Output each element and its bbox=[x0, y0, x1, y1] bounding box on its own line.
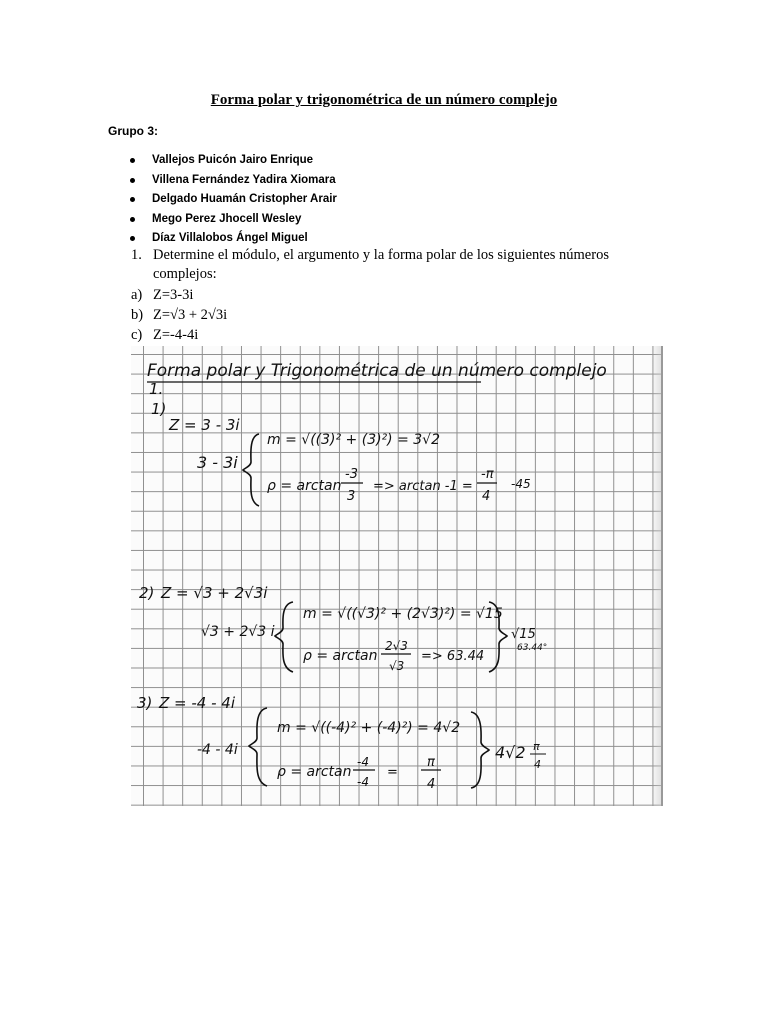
problem-index: 3) bbox=[137, 694, 153, 712]
notebook-photo bbox=[131, 346, 663, 806]
option-expression: Z=-4-4i bbox=[153, 327, 199, 343]
option-label: a) bbox=[131, 287, 143, 303]
bullet-icon bbox=[130, 236, 135, 241]
brace-icon bbox=[243, 434, 259, 506]
option-label: b) bbox=[131, 307, 144, 323]
question-1 bbox=[131, 246, 651, 284]
modulus-expression: m = √((3)² + (3)²) = 3√2 bbox=[267, 432, 440, 448]
problem-lhs: 3 - 3i bbox=[197, 453, 238, 472]
problem-lhs: √3 + 2√3 i bbox=[201, 624, 275, 640]
result-denominator: 4 bbox=[427, 777, 436, 792]
fraction-numerator: 2√3 bbox=[385, 639, 408, 653]
modulus-expression: m = √((√3)² + (2√3)²) = √15 bbox=[303, 606, 503, 622]
bullet-icon bbox=[130, 178, 135, 183]
section-label: 1. bbox=[149, 380, 164, 398]
option-expression: Z=3-3i bbox=[153, 287, 194, 303]
problem-index: 2) bbox=[139, 584, 155, 602]
member-name: Mego Perez Jhocell Wesley bbox=[152, 212, 302, 225]
argument-prefix: ρ = arctan bbox=[277, 764, 352, 780]
result-main: √15 bbox=[511, 627, 536, 642]
result-numerator: -π bbox=[481, 467, 494, 482]
bullet-icon bbox=[130, 197, 135, 202]
question-number: 1. bbox=[131, 247, 142, 263]
option-b bbox=[131, 306, 227, 325]
fraction-numerator: -4 bbox=[357, 755, 369, 769]
brace-icon bbox=[275, 602, 293, 672]
problem-lhs: -4 - 4i bbox=[197, 742, 238, 758]
handwritten-heading: Forma polar y Trigonométrica de un número complejo bbox=[147, 361, 607, 381]
result-numerator: π bbox=[427, 755, 435, 770]
brace-icon bbox=[471, 712, 489, 788]
fraction-denominator: 3 bbox=[347, 489, 356, 504]
bullet-icon bbox=[130, 217, 135, 222]
member-name: Delgado Huamán Cristopher Arair bbox=[152, 193, 337, 205]
handwritten-work bbox=[131, 346, 661, 806]
argument-middle: => arctan -1 = bbox=[373, 479, 473, 494]
list-item bbox=[128, 210, 337, 230]
result-main: 4√2 bbox=[495, 743, 526, 762]
member-name: Vallejos Puicón Jairo Enrique bbox=[152, 154, 314, 166]
argument-middle: => 63.44 bbox=[421, 649, 485, 664]
argument-middle: = bbox=[387, 765, 398, 780]
result-sub-numerator: π bbox=[533, 740, 540, 753]
option-a bbox=[131, 286, 193, 305]
list-item bbox=[128, 151, 337, 171]
question-text: Determine el módulo, el argumento y la forma polar de los siguientes números complejos: bbox=[153, 247, 609, 282]
option-c bbox=[131, 326, 198, 345]
option-label: c) bbox=[131, 327, 143, 343]
result-denominator: 4 bbox=[482, 489, 491, 504]
member-name: Villena Fernández Yadira Xiomara bbox=[152, 173, 336, 186]
argument-prefix: ρ = arctan bbox=[267, 478, 342, 494]
argument-degrees: -45 bbox=[511, 477, 531, 491]
document-title: Forma polar y trigonométrica de un número complejo bbox=[210, 92, 558, 108]
fraction-numerator: -3 bbox=[345, 467, 358, 482]
member-list bbox=[128, 151, 337, 249]
list-item bbox=[128, 190, 337, 210]
list-item bbox=[128, 171, 337, 191]
fraction-denominator: -4 bbox=[357, 775, 369, 789]
problem-given: Z = -4 - 4i bbox=[159, 694, 235, 712]
group-label: Grupo 3: bbox=[108, 124, 158, 138]
result-sub-denominator: 4 bbox=[534, 758, 541, 771]
result-subscript: 63.44° bbox=[517, 643, 548, 653]
option-expression: Z=√3 + 2√3i bbox=[153, 307, 228, 323]
argument-prefix: ρ = arctan bbox=[303, 648, 378, 664]
bullet-icon bbox=[130, 158, 135, 163]
problem-given: Z = 3 - 3i bbox=[169, 416, 240, 434]
brace-icon bbox=[249, 708, 267, 786]
fraction-denominator: √3 bbox=[389, 659, 405, 673]
member-name: Díaz Villalobos Ángel Miguel bbox=[152, 232, 308, 244]
problem-index: 1) bbox=[151, 400, 167, 418]
problem-given: Z = √3 + 2√3i bbox=[161, 584, 268, 602]
modulus-expression: m = √((-4)² + (-4)²) = 4√2 bbox=[277, 720, 461, 736]
